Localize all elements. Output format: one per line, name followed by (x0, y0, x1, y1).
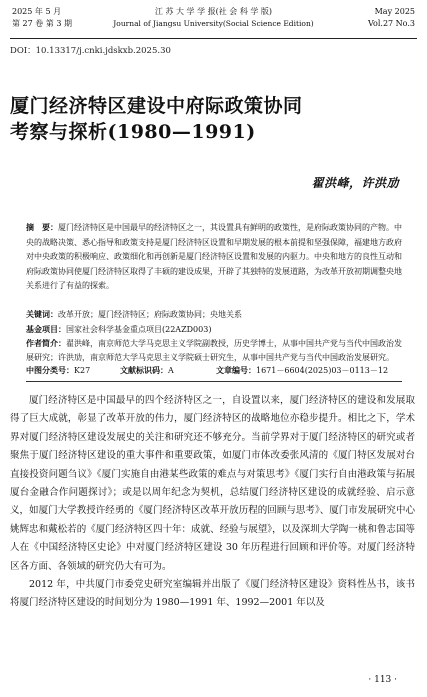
article-title (10, 93, 410, 145)
doc-code (120, 363, 174, 378)
fund-info (26, 322, 402, 337)
clc-value: K27 (74, 366, 91, 375)
abstract-rule (26, 381, 402, 382)
title-line-1: 厦门经济特区建设中府际政策协同 (10, 95, 303, 117)
doc-code-label: 文献标识码： (120, 365, 168, 375)
article-number-value: 1671－6604(2025)03－0113－12 (256, 366, 389, 375)
body-paragraph-1: 厦门经济特区是中国最早的四个经济特区之一，自设置以来，厦门经济特区的建设和发展取得了巨大成就，彰显了改革开放的伟力，厦门经济特区的战略地位亦稳步提升。相比之下，学术界对厦门经济特区建设发展史的关注和研究还不够充分。当前学界对于厦门经济特区的研究或者聚焦于厦门经济特区建设的重大事件和重要政策，如厦门市体改委张风清的《厦门特区发展对台直接投资问题刍议》《厦门实施自由港某些政策的难点与对策思考》《厦门实行自由港政策与拓展厦台金融合作问题探讨》；或是以周年纪念为契机，总结厦门经济特区建设的成就经验、启示意义，如厦门大学教授许经勇的《厦门经济特区改革开放历程的回顾与思考》、厦门市发展研究中心姚辉忠和戴松若的《厦门经济特区四十年：成就、经验与展望》，以及深圳大学陶一桃和鲁志国等人在《中国经济特区史论》中对厦门经济特区建设 30 年历程进行回顾和评价等。对厦门经济特区各方面、各领域的研究仍大有可为。 (10, 395, 415, 572)
article-body (10, 392, 415, 613)
page-number: · 113 · (368, 675, 397, 685)
header-rule (10, 38, 417, 39)
header-center (12, 6, 415, 30)
author-info-text: 翟洪峰，南京师范大学马克思主义学院副教授，历史学博士，从事中国共产党与当代中国政治发展研究；许洪劢，南京师范大学马克思主义学院硕士研究生，从事中国共产党与当代中国政治发展研究。 (26, 339, 402, 362)
doc-code-value: A (168, 366, 174, 375)
fund-label: 基金项目： (26, 324, 66, 334)
issue-date-cn: 2025 年 5 月 (12, 7, 62, 16)
running-header (12, 6, 415, 40)
abstract (26, 220, 402, 294)
authors: 翟洪峰，许洪劢 (311, 176, 399, 190)
abstract-text: 厦门经济特区是中国最早的经济特区之一，其设置具有鲜明的政策性，是府际政策协同的产物。中央的战略决策、悉心指导和政策支持是厦门经济特区设置和早期发展的根本前提和坚强保障，福建地方政府对中央政策的积极响应、政策细化和再创新是厦门经济特区设置和发展的内驱力。中央和地方的良性互动和府际政策协同使厦门经济特区取得了丰硕的建设成果，开辟了其独特的发展道路，为改革开放初期调整央地关系进行了有益的探索。 (26, 223, 402, 290)
article-number-label: 文章编号： (216, 365, 256, 375)
clc-label: 中图分类号： (26, 365, 74, 375)
journal-name-cn: 江 苏 大 学 学 报(社 会 科 学 版) (154, 7, 273, 16)
keywords-label: 关键词： (26, 309, 58, 319)
title-line-2: 考察与探析(1980—1991) (10, 121, 256, 143)
header-right (368, 6, 415, 30)
abstract-label: 摘 要： (26, 222, 58, 232)
fund-text: 国家社会科学基金重点项目(22AZD003) (66, 325, 212, 334)
issue-volume-cn: 第 27 卷 第 3 期 (12, 19, 72, 28)
body-paragraph-2: 2012 年，中共厦门市委党史研究室编辑并出版了《厦门经济特区建设》资料性丛书，该书将厦门经济特区建设的时间划分为 1980—1991 年、1992—2001 年以及 (10, 579, 415, 609)
author-info (26, 336, 402, 365)
author-info-label: 作者简介： (26, 338, 66, 348)
clc-number (26, 363, 90, 378)
article-number (216, 363, 388, 378)
keywords-text: 改革开放；厦门经济特区；府际政策协同；央地关系 (58, 310, 242, 319)
keywords (26, 307, 402, 322)
journal-name-en: Journal of Jiangsu University(Social Science Edition) (113, 19, 314, 28)
issue-volume-en: Vol.27 No.3 (368, 19, 415, 28)
doi: DOI：10.13317/j.cnki.jdskxb.2025.30 (10, 46, 171, 56)
issue-date-en: May 2025 (374, 7, 415, 16)
